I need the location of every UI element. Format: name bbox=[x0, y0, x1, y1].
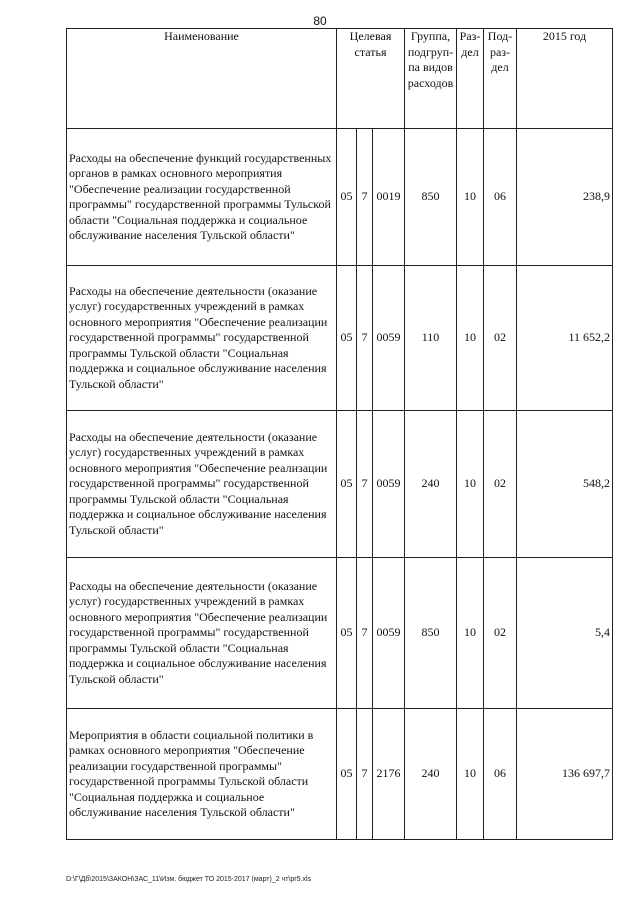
row-target-code-1: 05 bbox=[337, 558, 357, 709]
row-amount: 11 652,2 bbox=[517, 266, 613, 411]
row-name: Расходы на обеспечение функций государственных органов в рамках основного мероприятия "Обеспечение реализации государственной программы" государственной программы Тульской области "Социальная поддержка и социальное обслуживание населения Тульской области" bbox=[67, 129, 337, 266]
row-section: 10 bbox=[457, 129, 484, 266]
row-target-code-1: 05 bbox=[337, 411, 357, 558]
row-subsection: 02 bbox=[484, 558, 517, 709]
row-section: 10 bbox=[457, 266, 484, 411]
row-target-code-1: 05 bbox=[337, 709, 357, 840]
budget-table bbox=[66, 28, 613, 840]
row-target-code-2: 7 bbox=[357, 709, 373, 840]
table-row bbox=[67, 558, 613, 709]
table-header-row bbox=[67, 29, 613, 129]
header-group: Группа, подгруп-па видов расходов bbox=[405, 29, 457, 129]
row-target-code-3: 0059 bbox=[373, 411, 405, 558]
table-row bbox=[67, 709, 613, 840]
row-amount: 238,9 bbox=[517, 129, 613, 266]
table-row bbox=[67, 266, 613, 411]
row-amount: 5,4 bbox=[517, 558, 613, 709]
table-row bbox=[67, 411, 613, 558]
row-name: Расходы на обеспечение деятельности (оказание услуг) государственных учреждений в рамках основного мероприятия "Обеспечение реализации государственной программы" государственной программы Тульской области "Социальная поддержка и социальное обслуживание населения Тульской области" bbox=[67, 411, 337, 558]
row-target-code-2: 7 bbox=[357, 411, 373, 558]
header-name: Наименование bbox=[67, 29, 337, 129]
file-path-footer: D:\Г\Дб\2015\ЗАКОН\ЗАС_11\Изм. бюджет ТО 2015-2017 (март)_2 чт\pr5.xls bbox=[66, 876, 311, 883]
row-target-code-2: 7 bbox=[357, 129, 373, 266]
row-target-code-1: 05 bbox=[337, 266, 357, 411]
row-group: 850 bbox=[405, 558, 457, 709]
header-subsection: Под-раз-дел bbox=[484, 29, 517, 129]
row-target-code-3: 0019 bbox=[373, 129, 405, 266]
row-name: Расходы на обеспечение деятельности (оказание услуг) государственных учреждений в рамках основного мероприятия "Обеспечение реализации государственной программы" государственной программы Тульской области "Социальная поддержка и социальное обслуживание населения Тульской области" bbox=[67, 558, 337, 709]
table-row bbox=[67, 129, 613, 266]
row-section: 10 bbox=[457, 411, 484, 558]
row-subsection: 06 bbox=[484, 129, 517, 266]
row-group: 240 bbox=[405, 709, 457, 840]
row-section: 10 bbox=[457, 709, 484, 840]
row-target-code-2: 7 bbox=[357, 266, 373, 411]
page-number: 80 bbox=[313, 14, 327, 28]
row-target-code-3: 0059 bbox=[373, 558, 405, 709]
row-target-code-3: 0059 bbox=[373, 266, 405, 411]
row-subsection: 02 bbox=[484, 266, 517, 411]
row-target-code-2: 7 bbox=[357, 558, 373, 709]
row-subsection: 06 bbox=[484, 709, 517, 840]
row-amount: 136 697,7 bbox=[517, 709, 613, 840]
row-subsection: 02 bbox=[484, 411, 517, 558]
row-group: 850 bbox=[405, 129, 457, 266]
header-year: 2015 год bbox=[517, 29, 613, 129]
header-section: Раз-дел bbox=[457, 29, 484, 129]
row-target-code-1: 05 bbox=[337, 129, 357, 266]
row-amount: 548,2 bbox=[517, 411, 613, 558]
row-name: Мероприятия в области социальной политики в рамках основного мероприятия "Обеспечение реализации государственной программы" государственной программы Тульской области "Социальная поддержка и социальное обслуживание населения Тульской области" bbox=[67, 709, 337, 840]
row-group: 110 bbox=[405, 266, 457, 411]
row-section: 10 bbox=[457, 558, 484, 709]
row-group: 240 bbox=[405, 411, 457, 558]
row-target-code-3: 2176 bbox=[373, 709, 405, 840]
header-target-item: Целевая статья bbox=[337, 29, 405, 129]
row-name: Расходы на обеспечение деятельности (оказание услуг) государственных учреждений в рамках основного мероприятия "Обеспечение реализации государственной программы" государственной программы Тульской области "Социальная поддержка и социальное обслуживание населения Тульской области" bbox=[67, 266, 337, 411]
